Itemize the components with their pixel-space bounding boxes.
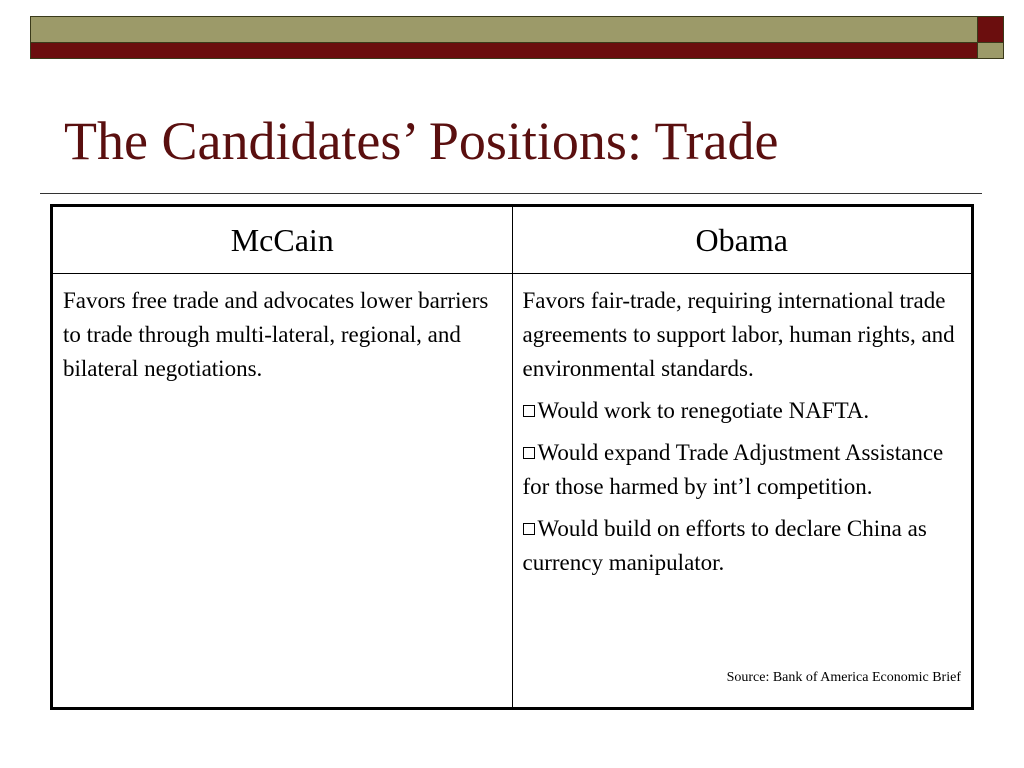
positions-table xyxy=(50,204,974,710)
obama-bullet-text: Would build on efforts to declare China as currency manipulator. xyxy=(522,516,927,575)
table-header-row xyxy=(52,206,973,274)
obama-cell xyxy=(512,274,973,709)
hollow-square-bullet-icon xyxy=(523,523,535,535)
obama-bullet-item xyxy=(523,436,962,504)
header-bar-maroon xyxy=(30,42,978,59)
header-square-olive xyxy=(977,42,1004,59)
header-mccain: McCain xyxy=(52,206,513,274)
positions-table-container xyxy=(50,204,974,710)
hollow-square-bullet-icon xyxy=(523,447,535,459)
header-square-maroon xyxy=(977,16,1004,43)
source-citation: Source: Bank of America Economic Brief xyxy=(726,670,961,685)
header-bar-olive xyxy=(30,16,978,43)
title-divider xyxy=(40,193,982,194)
hollow-square-bullet-icon xyxy=(523,405,535,417)
obama-bullet-text: Would expand Trade Adjustment Assistance for those harmed by int’l competition. xyxy=(522,440,944,499)
mccain-position-text: Favors free trade and advocates lower barriers to trade through multi-lateral, regional, and bilateral negotiations. xyxy=(63,288,489,381)
mccain-cell xyxy=(52,274,513,709)
obama-bullet-text: Would work to renegotiate NAFTA. xyxy=(537,398,870,423)
slide-title: The Candidates’ Positions: Trade xyxy=(64,111,779,171)
obama-position-intro: Favors fair-trade, requiring international trade agreements to support labor, human rights, and environmental standards. xyxy=(522,288,955,381)
obama-bullet-item xyxy=(523,512,962,580)
header-obama: Obama xyxy=(512,206,973,274)
obama-bullet-item xyxy=(523,394,962,428)
table-body-row xyxy=(52,274,973,709)
